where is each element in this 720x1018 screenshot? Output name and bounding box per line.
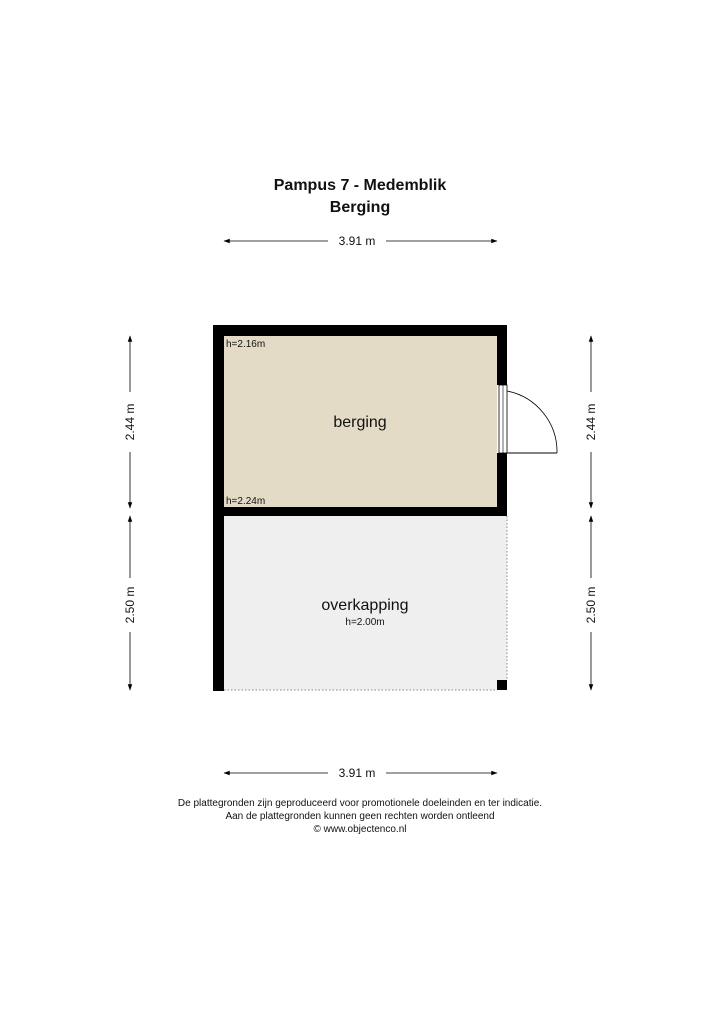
footer-copyright: © www.objectenco.nl bbox=[313, 824, 407, 835]
right-wall-lower bbox=[497, 453, 507, 516]
top-wall bbox=[213, 325, 507, 336]
overkapping-height: h=2.00m bbox=[345, 617, 385, 628]
dimension-bottom-label: 3.91 m bbox=[338, 766, 376, 780]
corner-post bbox=[497, 680, 507, 690]
right-wall-upper bbox=[497, 325, 507, 385]
door bbox=[499, 385, 557, 453]
dimension-right-upper-label: 2.44 m bbox=[584, 403, 598, 441]
berging-height-bottom: h=2.24m bbox=[226, 496, 266, 507]
dimension-top-label: 3.91 m bbox=[338, 234, 376, 248]
plan-title: Pampus 7 - Medemblik bbox=[273, 177, 447, 194]
footer-disclaimer-line1: De plattegronden zijn geproduceerd voor promotionele doeleinden en ter indicatie. bbox=[177, 798, 543, 809]
dimension-left bbox=[123, 336, 137, 690]
berging-height-top: h=2.16m bbox=[226, 339, 266, 350]
dimension-right bbox=[584, 336, 598, 690]
plan-subtitle: Berging bbox=[329, 199, 391, 216]
footer-disclaimer-line2: Aan de plattegronden kunnen geen rechten worden ontleend bbox=[225, 811, 495, 822]
left-wall bbox=[213, 325, 224, 691]
dimension-right-lower-label: 2.50 m bbox=[584, 586, 598, 624]
berging-label: berging bbox=[333, 414, 387, 431]
overkapping-label: overkapping bbox=[321, 597, 409, 614]
dimension-left-lower-label: 2.50 m bbox=[123, 586, 137, 624]
middle-wall bbox=[224, 507, 507, 516]
dimension-top bbox=[224, 234, 497, 248]
dimension-left-upper-label: 2.44 m bbox=[123, 403, 137, 441]
dimension-bottom bbox=[224, 766, 497, 780]
